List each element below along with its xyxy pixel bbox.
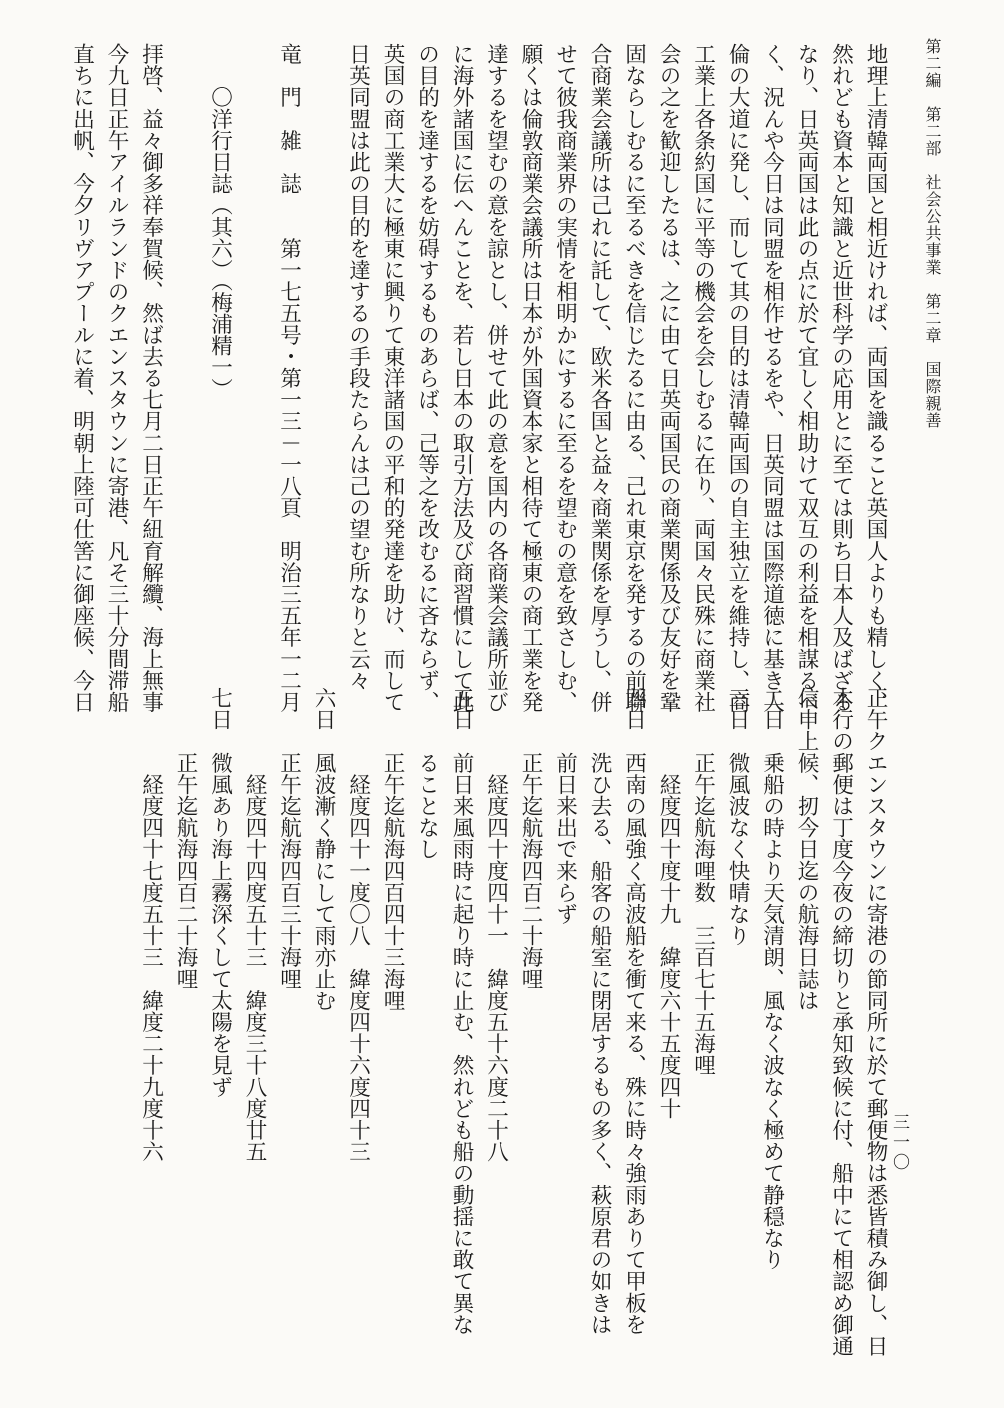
lower-text-line: 二日 乗船の時より天気清朗、風なく波なく極めて静穏なり bbox=[759, 687, 785, 1271]
lower-text-line: 信申上候、扨今日迄の航海日誌は bbox=[794, 687, 819, 1011]
lower-text-line: 正午迄航海四百二十海哩 bbox=[173, 687, 198, 990]
upper-text-line: 然れども資本と知識と近世科学の応用とに至ては則ち日本人及ばざる bbox=[828, 43, 854, 713]
lower-text-line: 経度四十四度五十三 緯度三十八度廿五 bbox=[242, 687, 267, 1163]
upper-text-line: なり、日英両国は此の点に於て宜しく相助けて双互の利益を相謀るべ bbox=[794, 43, 819, 713]
lower-text-line: ることなし bbox=[414, 687, 440, 860]
upper-text-line: 達するを望むの意を諒とし、併せて此の意を国内の各商業会議所並び bbox=[483, 43, 509, 713]
upper-text-line: 工業上各条約国に平等の機会を会しむるに在り、両国々民殊に商業社 bbox=[690, 43, 716, 713]
upper-text-line bbox=[306, 43, 341, 643]
lower-text-line: 六日 風波漸く静にして雨亦止む bbox=[311, 687, 336, 1011]
lower-text-line: 正午クエンスタウンに寄港の節同所に於て郵便物は悉皆積み御し、日 bbox=[863, 687, 888, 1357]
lower-text-line: 経度四十一度〇八 緯度四十六度四十三 bbox=[345, 687, 371, 1163]
upper-text-line: せて彼我商業界の実情を相明かにするに至るを望むの意を致さしむ、 bbox=[552, 43, 578, 713]
upper-text-line: 今九日正午アイルランドのクエンスタウンに寄港、凡そ三十分間滞船 bbox=[104, 43, 129, 713]
upper-text-line: 合商業会議所は己れに託して、欧米各国と益々商業関係を厚うし、併 bbox=[587, 43, 612, 713]
page-number: 三一〇 bbox=[889, 1113, 909, 1173]
lower-text-line: 五日 前日来風雨時に起り時に止む、然れども船の動揺に敢て異な bbox=[449, 687, 474, 1335]
upper-text-line bbox=[168, 43, 203, 643]
upper-text-block bbox=[64, 43, 892, 713]
running-header: 第二編 第二部 社会公共事業 第二章 国際親善 bbox=[923, 38, 942, 429]
upper-text-line: 竜 門 雑 誌 第一七五号・第一三－一八頁 明治三五年一二月 bbox=[276, 43, 302, 713]
upper-text-line: 倫の大道に発し、而して其の目的は清韓両国の自主独立を維持し、商 bbox=[725, 43, 750, 713]
upper-text-line bbox=[237, 43, 272, 643]
lower-text-line: 本行の郵便は丁度今夜の締切りと承知致候に付、船中にて相認め御通 bbox=[828, 687, 854, 1357]
upper-text-line: 〇洋行日誌（其六）（梅浦精一） bbox=[207, 43, 233, 400]
lower-text-line: 前日来出で来らず bbox=[552, 687, 578, 925]
lower-text-line: 経度四十度四十一 緯度五十六度二十八 bbox=[483, 687, 509, 1163]
lower-text-line: 経度四十七度五十三 緯度二十九度十六 bbox=[138, 687, 164, 1163]
upper-text-line: 拝啓、益々御多祥奉賀候、然ば去る七月二日正午紐育解纜、海上無事 bbox=[138, 43, 164, 713]
lower-text-line: 四日 西南の風強く高波船を衝て来る、殊に時々強雨ありて甲板を bbox=[621, 687, 647, 1335]
upper-text-line: 直ちに出帆、今夕リヴアプールに着、明朝上陸可仕筈に御座候、今日 bbox=[69, 43, 95, 713]
upper-text-line: 地理上清韓両国と相近ければ、両国を識ること英国人よりも精しく、 bbox=[863, 43, 888, 713]
lower-text-block bbox=[133, 687, 892, 1367]
lower-text-line: 正午迄航海哩数 三百七十五海哩 bbox=[690, 687, 716, 1076]
upper-text-line: 日英同盟は此の目的を達するの手段たらんは己の望む所なりと云々 bbox=[345, 43, 371, 691]
lower-text-line: 三日 微風波なく快晴なり bbox=[725, 687, 750, 947]
lower-text-line: 正午迄航海四百三十海哩 bbox=[276, 687, 302, 990]
lower-text-line: 経度四十度十九 緯度六十五度四十 bbox=[656, 687, 681, 1119]
upper-text-line: 願くは倫敦商業会議所は日本が外国資本家と相待て極東の商工業を発 bbox=[518, 43, 543, 713]
upper-text-line: 英国の商工業大に極東に興りて東洋諸国の平和的発達を助け、而して bbox=[380, 43, 405, 713]
lower-text-line: 洗ひ去る、船客の船室に閉居するもの多く、萩原君の如きは bbox=[587, 687, 612, 1335]
upper-text-line: 会の之を歓迎したるは、之に由て日英両国民の商業関係及び友好を鞏 bbox=[656, 43, 681, 713]
upper-text-line: の目的を達するを妨碍するものあらば、己等之を改むるに吝ならず、 bbox=[414, 43, 440, 713]
upper-text-line: に海外諸国に伝へんことを、若し日本の取引方法及び商習慣にして此 bbox=[449, 43, 474, 713]
lower-text-line: 七日 微風あり海上霧深くして太陽を見ず bbox=[207, 687, 233, 1098]
upper-text-line: 固ならしむるに至るべきを信じたるに由る、己れ東京を発するの前聯 bbox=[621, 43, 647, 713]
lower-text-line: 正午迄航海四百四十三海哩 bbox=[380, 687, 405, 1011]
lower-text-line: 正午迄航海四百二十海哩 bbox=[518, 687, 543, 990]
upper-text-line: く、況んや今日は同盟を相作せるをや、日英同盟は国際道徳に基き人 bbox=[759, 43, 785, 713]
